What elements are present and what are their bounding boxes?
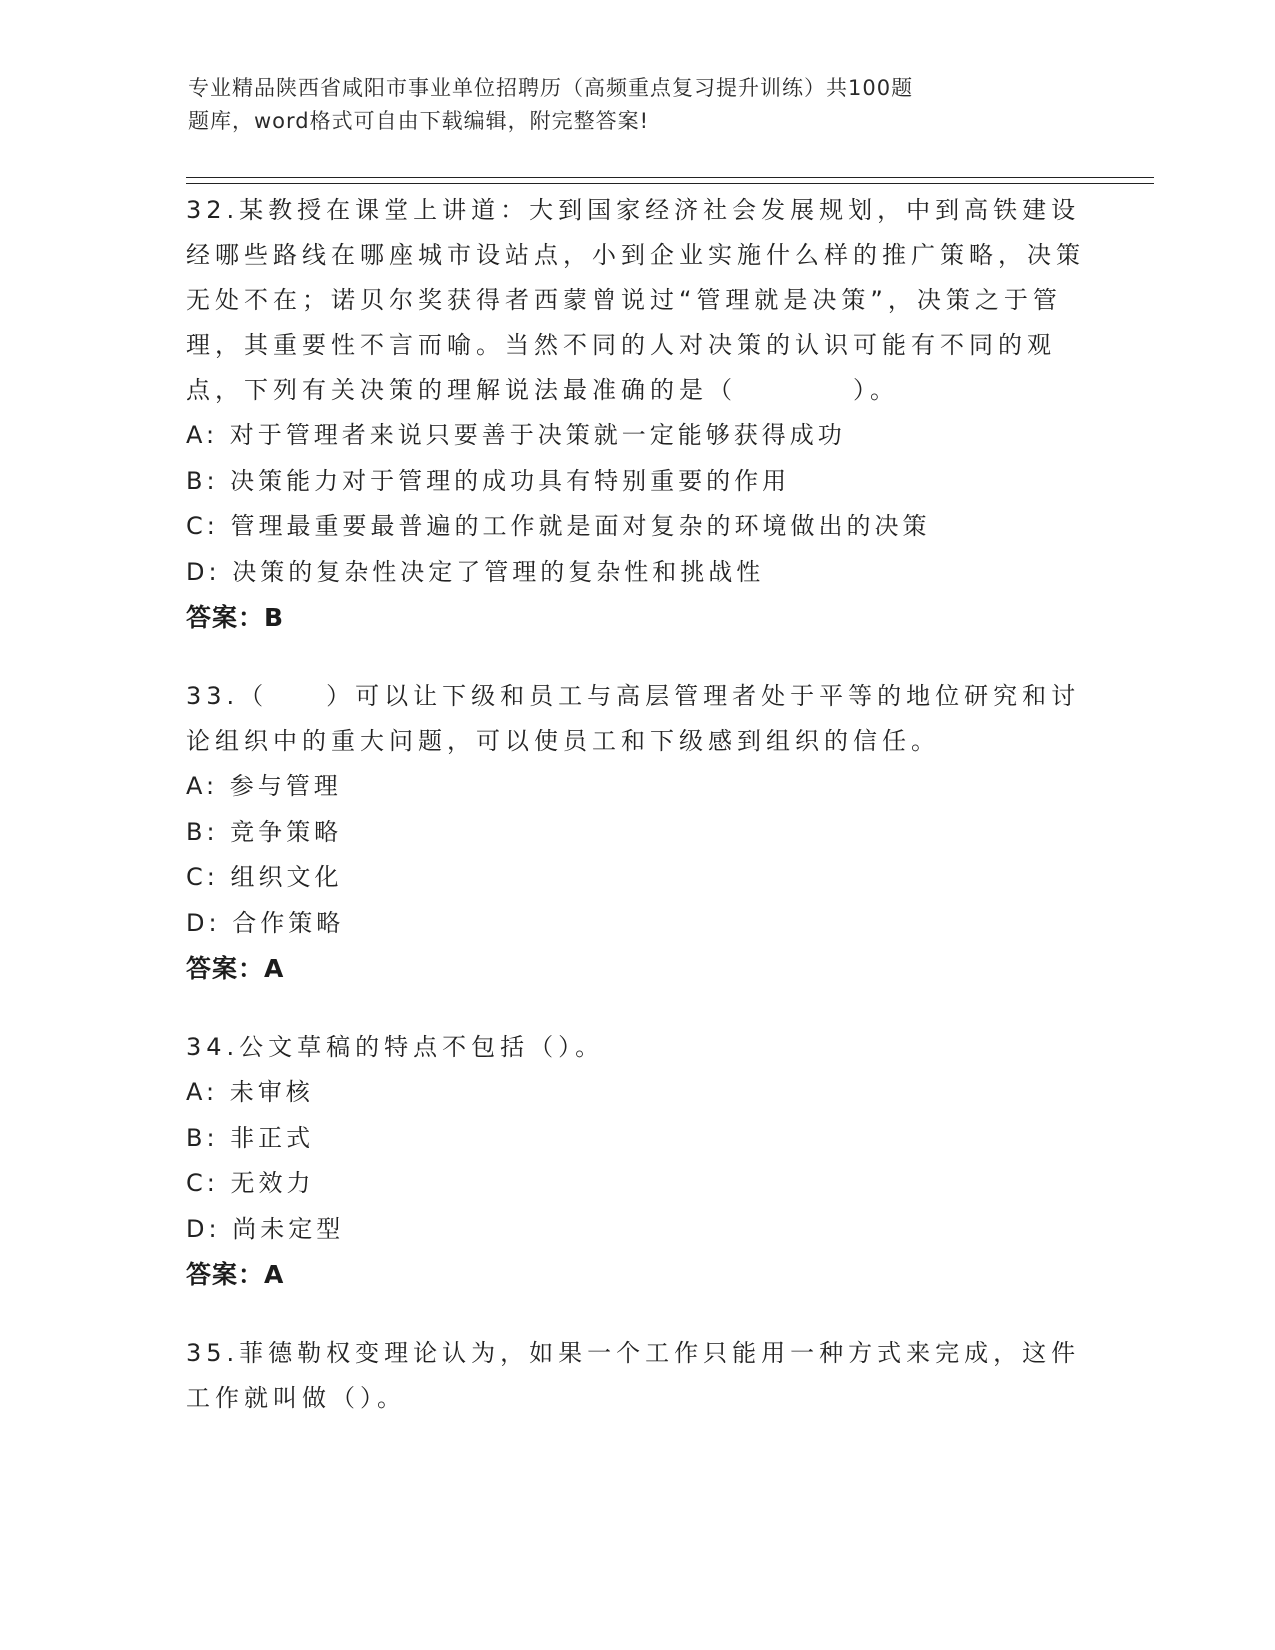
option-b: B: 竞争策略 bbox=[186, 817, 343, 846]
question-35 bbox=[186, 1331, 1086, 1421]
header-rule-bottom bbox=[186, 183, 1154, 184]
answer-label: 答案：A bbox=[186, 954, 285, 983]
option-d: D: 尚未定型 bbox=[186, 1214, 345, 1243]
option-d: D: 决策的复杂性决定了管理的复杂性和挑战性 bbox=[186, 557, 765, 586]
question-34 bbox=[186, 1025, 1086, 1298]
option-c: C: 组织文化 bbox=[186, 863, 343, 891]
option-a: A: 未审核 bbox=[186, 1078, 314, 1106]
option-a: A: 对于管理者来说只要善于决策就一定能够获得成功 bbox=[186, 421, 846, 449]
question-stem: 34.公文草稿的特点不包括（）。 bbox=[186, 1033, 605, 1061]
option-b: B: 决策能力对于管理的成功具有特别重要的作用 bbox=[186, 466, 791, 495]
header-line-2: 题库，word格式可自由下载编辑，附完整答案! bbox=[188, 109, 650, 133]
option-d: D: 合作策略 bbox=[186, 908, 345, 937]
question-stem: 35.菲德勒权变理论认为，如果一个工作只能用一种方式来完成，这件工作就叫做（）。 bbox=[186, 1339, 1081, 1412]
header-rule-top bbox=[186, 177, 1154, 178]
option-c: C: 无效力 bbox=[186, 1169, 315, 1197]
option-b: B: 非正式 bbox=[186, 1123, 315, 1152]
question-stem: 32.某教授在课堂上讲道：大到国家经济社会发展规划，中到高铁建设经哪些路线在哪座城市设站点，小到企业实施什么样的推广策略，决策无处不在；诺贝尔奖获得者西蒙曾说过“管理就是决策”，决策之于管理，其重要性不言而喻。当然不同的人对决策的认识可能有不同的观点，下列有关决策的理解说法最准确的是（ ）。 bbox=[186, 196, 1085, 404]
page-header bbox=[188, 72, 1028, 138]
header-line-1: 专业精品陕西省咸阳市事业单位招聘历（高频重点复习提升训练）共100题 bbox=[188, 76, 914, 100]
question-33 bbox=[186, 674, 1086, 992]
question-stem: 33.（ ）可以让下级和员工与高层管理者处于平等的地位研究和讨论组织中的重大问题，可以使员工和下级感到组织的信任。 bbox=[186, 682, 1081, 755]
question-list bbox=[186, 188, 1086, 1454]
question-32 bbox=[186, 188, 1086, 641]
answer-label: 答案：B bbox=[186, 603, 285, 632]
option-c: C: 管理最重要最普遍的工作就是面对复杂的环境做出的决策 bbox=[186, 512, 931, 540]
answer-label: 答案：A bbox=[186, 1260, 285, 1289]
option-a: A: 参与管理 bbox=[186, 772, 342, 800]
